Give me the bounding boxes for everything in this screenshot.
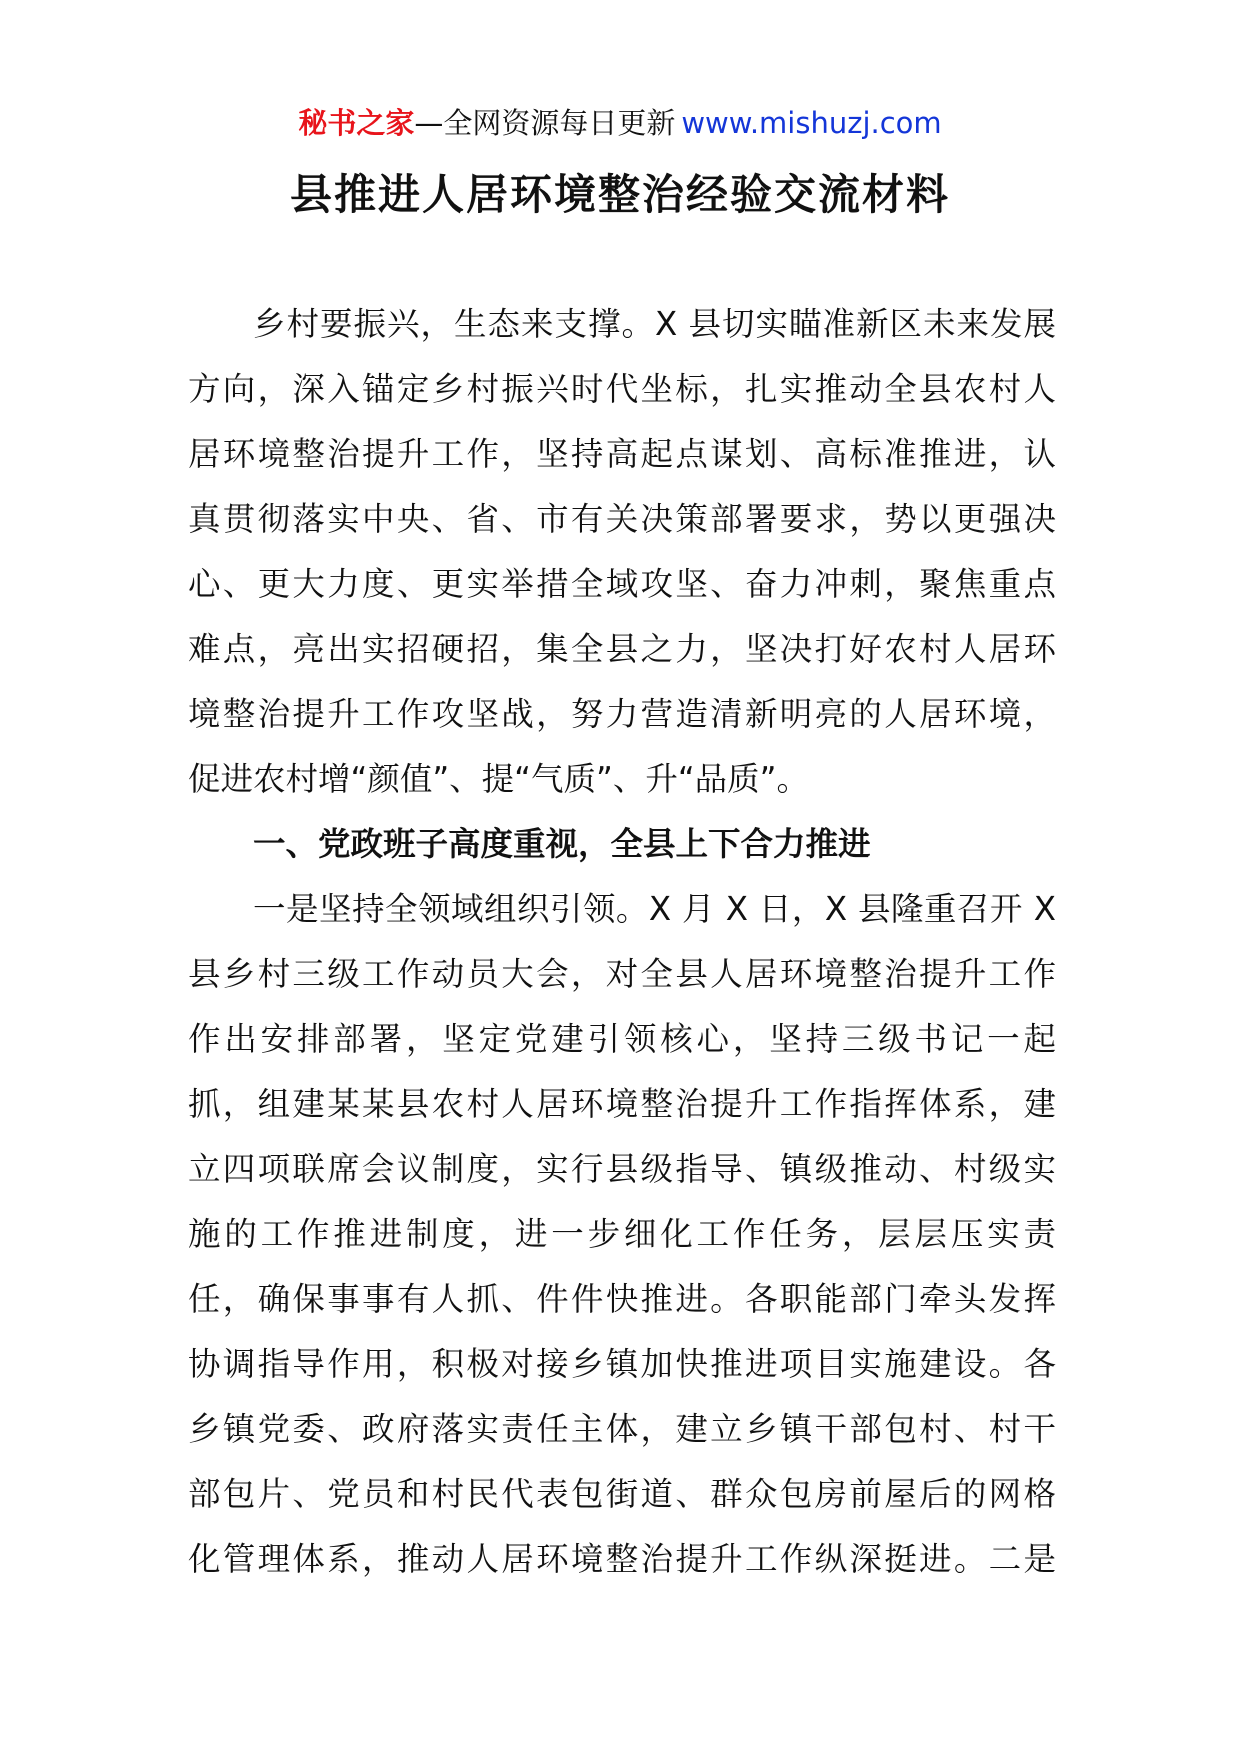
paragraph-1-line-5: 心、更大力度、更实举措全域攻坚、奋力冲刺，聚焦重点 <box>188 565 1056 603</box>
paragraph-2-line-7: 任，确保事事有人抓、件件快推进。各职能部门牵头发挥 <box>188 1280 1056 1318</box>
paragraph-2-line-4: 抓，组建某某县农村人居环境整治提升工作指挥体系，建 <box>188 1085 1056 1123</box>
paragraph-1-line-8: 促进农村增“颜值”、提“气质”、升“品质”。 <box>188 760 810 798</box>
paragraph-2-line-5: 立四项联席会议制度，实行县级指导、镇级推动、村级实 <box>188 1150 1056 1188</box>
paragraph-2-line-9: 乡镇党委、政府落实责任主体，建立乡镇干部包村、村干 <box>188 1410 1056 1448</box>
paragraph-2-line-3: 作出安排部署，坚定党建引领核心，坚持三级书记一起 <box>188 1020 1056 1058</box>
document-title: 县推进人居环境整治经验交流材料 <box>289 170 950 219</box>
paragraph-2-line-11: 化管理体系，推动人居环境整治提升工作纵深挺进。二是 <box>188 1540 1056 1578</box>
paragraph-2-line-6: 施的工作推进制度，进一步细化工作任务，层层压实责 <box>188 1215 1056 1253</box>
site-url-link[interactable]: www.mishuzj.com <box>681 106 942 140</box>
site-brand: 秘书之家 <box>298 106 415 140</box>
paragraph-2-line-8: 协调指导作用，积极对接乡镇加快推进项目实施建设。各 <box>188 1345 1056 1383</box>
paragraph-2-line-2: 县乡村三级工作动员大会，对全县人居环境整治提升工作 <box>188 955 1056 993</box>
paragraph-2-line-10: 部包片、党员和村民代表包街道、群众包房前屋后的网格 <box>188 1475 1056 1513</box>
site-header <box>0 101 1240 145</box>
paragraph-1-line-2: 方向，深入锚定乡村振兴时代坐标，扎实推动全县农村人 <box>188 370 1056 408</box>
document-body <box>188 292 1056 1592</box>
paragraph-1-line-7: 境整治提升工作攻坚战，努力营造清新明亮的人居环境， <box>188 695 1056 733</box>
paragraph-1-line-4: 真贯彻落实中央、省、市有关决策部署要求，势以更强决 <box>188 500 1056 538</box>
paragraph-2-line-1: 一是坚持全领域组织引领。X 月 X 日，X 县隆重召开 X <box>253 890 1056 928</box>
paragraph-1-line-6: 难点，亮出实招硬招，集全县之力，坚决打好农村人居环 <box>188 630 1056 668</box>
section-heading-1: 一、党政班子高度重视，全县上下合力推进 <box>253 825 871 863</box>
paragraph-1-line-1: 乡村要振兴，生态来支撑。X 县切实瞄准新区未来发展 <box>253 305 1056 343</box>
site-tagline: —全网资源每日更新 <box>414 106 676 140</box>
paragraph-1-line-3: 居环境整治提升工作，坚持高起点谋划、高标准推进，认 <box>188 435 1056 473</box>
